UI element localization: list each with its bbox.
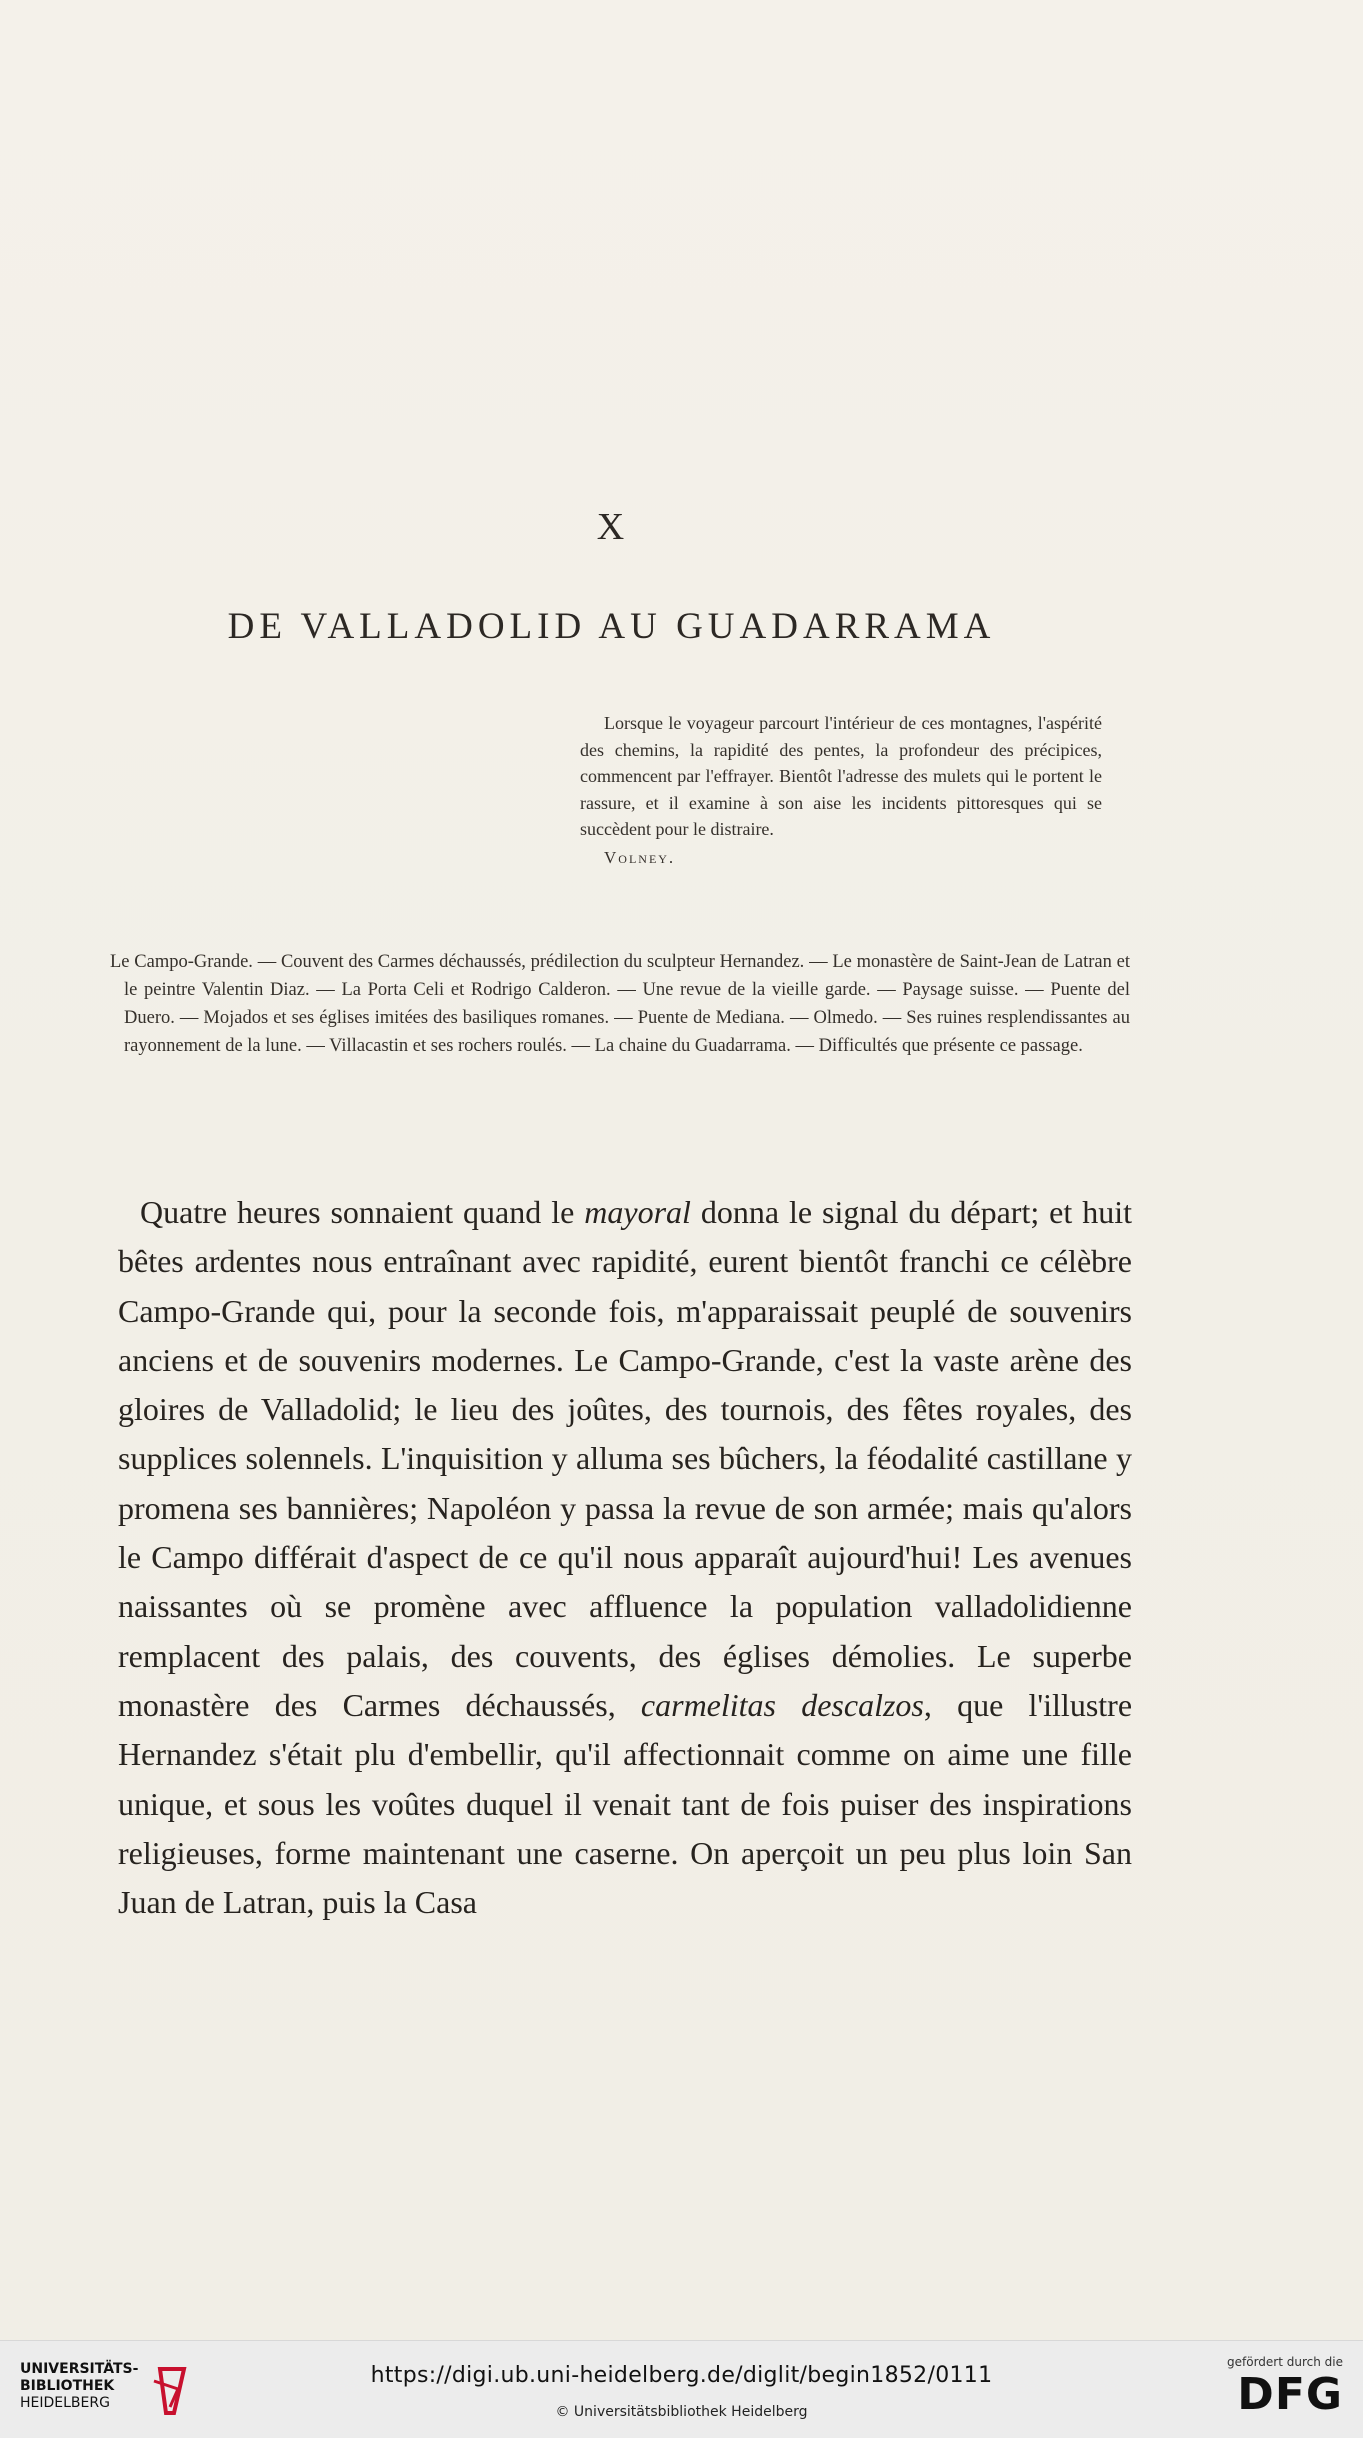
body-text-part-3: , que l'illustre Hernandez s'était plu d'embellir, qu'il affectionnait comme on aime une fille unique, et sous les voûtes duquel il venait tant de fois puiser des inspirations religieuses, forme maintenant une caserne. On aperçoit un peu plus loin San Juan de Latran, puis la Casa (118, 1686, 1133, 1921)
body-italic-carmelitas: carmelitas descalzos (640, 1686, 924, 1723)
dfg-logo[interactable] (1203, 2355, 1343, 2421)
dfg-mark: DFG (1237, 2369, 1343, 2420)
library-name-line1: UNIVERSITÄTS- (20, 2361, 139, 2377)
body-text-part-1: Quatre heures sonnaient quand le (140, 1194, 585, 1230)
body-italic-mayoral: mayoral (584, 1194, 691, 1230)
epigraph (580, 710, 1102, 871)
library-name-line2: BIBLIOTHEK (20, 2378, 115, 2394)
permalink-url[interactable]: https://digi.ub.uni-heidelberg.de/diglit/begin1852/0111 (370, 2363, 993, 2388)
chapter-title: DE VALLADOLID AU GUADARRAMA (227, 606, 996, 647)
epigraph-text: Lorsque le voyageur parcourt l'intérieur de ces montagnes, l'aspérité des chemins, la rapidité des pentes, la profondeur des précipices, commencent par l'effrayer. Bientôt l'adresse des mulets qui le portent le rassure, et il examine à son aise les incidents pittoresques qui se succèdent pour le distraire. (580, 713, 1102, 839)
epigraph-author: Volney. (604, 847, 676, 867)
viewer-footer (0, 2340, 1363, 2438)
body-paragraph (118, 1188, 1132, 1927)
funded-by-label: gefördert durch die (1227, 2355, 1343, 2369)
library-name-line3: HEIDELBERG (20, 2395, 110, 2411)
chapter-number: X (596, 506, 627, 548)
chapter-summary: Le Campo-Grande. — Couvent des Carmes déchaussés, prédilection du sculpteur Hernandez. — Le monastère de Saint-Jean de Latran et le peintre Valentin Diaz. — La Porta Celi et Rodrigo Calderon. — Une revue de la vieille garde. — Paysage suisse. — Puente del Duero. — Mojados et ses églises imitées des basiliques romanes. — Puente de Mediana. — Olmedo. — Ses ruines resplendissantes au rayonnement de la lune. — Villacastin et ses rochers roulés. — La chaine du Guadarrama. — Difficultés que présente ce passage. (110, 952, 1130, 1056)
body-text-part-2: donna le signal du départ; et huit bêtes ardentes nous entraînant avec rapidité, eurent bientôt franchi ce célèbre Campo-Grande qui, pour la seconde fois, m'apparaissait peuplé de souvenirs anciens et de souvenirs modernes. Le Campo-Grande, c'est la vaste arène des gloires de Valladolid; le lieu des joûtes, des tournois, des fêtes royales, des supplices solennels. L'inquisition y alluma ses bûchers, la féodalité castillane y promena ses bannières; Napoléon y passa la revue de son armée; mais qu'alors le Campo différait d'aspect de ce qu'il nous apparaît aujourd'hui! Les avenues naissantes où se promène avec affluence la population valladolidienne remplacent des palais, des couvents, des églises démolies. Le superbe monastère des Carmes déchaussés, (118, 1194, 1133, 1723)
copyright-notice: © Universitätsbibliothek Heidelberg (555, 2404, 808, 2420)
